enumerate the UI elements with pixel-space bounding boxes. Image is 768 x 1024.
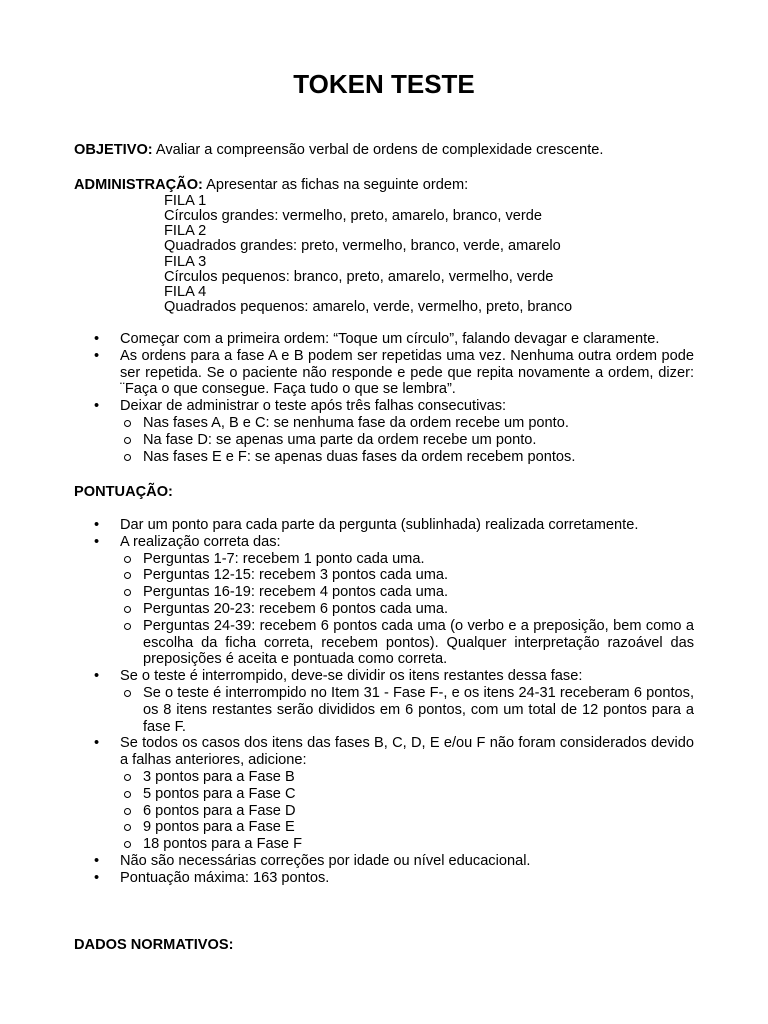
sub-list-item: Se o teste é interrompido no Item 31 - Fase F-, e os itens 24-31 receberam 6 pontos, os 8 itens restantes serão divididos em 6 pontos, com um total de 12 pontos para a fase F. [120, 685, 694, 735]
objetivo-paragraph [74, 142, 694, 159]
list-item-text: Deixar de administrar o teste após três falhas consecutivas: [120, 398, 507, 415]
list-item [74, 735, 694, 853]
list-item: • Pontuação máxima: 163 pontos. [74, 870, 694, 887]
sub-list-item: 9 pontos para a Fase E [120, 819, 694, 836]
sub-list-item: Nas fases E e F: se apenas duas fases da ordem recebem pontos. [120, 449, 694, 466]
dados-normativos-heading: DADOS NORMATIVOS: [74, 937, 234, 953]
list-item-text: Se o teste é interrompido, deve-se dividir os itens restantes dessa fase: [120, 668, 583, 685]
sub-list-item: 3 pontos para a Fase B [120, 769, 694, 786]
administracao-label: ADMINISTRAÇÃO: [74, 177, 203, 193]
sub-list-item: 6 pontos para a Fase D [120, 803, 694, 820]
fila-line: Quadrados pequenos: amarelo, verde, vermelho, preto, branco [164, 299, 573, 316]
sub-list [120, 769, 694, 853]
sub-list [120, 551, 694, 669]
pontuacao-list [74, 517, 694, 887]
fila-line: FILA 2 [164, 223, 207, 240]
fila-line: Quadrados grandes: preto, vermelho, branco, verde, amarelo [164, 238, 561, 255]
page-title: TOKEN TESTE [293, 69, 475, 99]
fila-line: FILA 3 [164, 253, 207, 270]
sub-list-item: Perguntas 12-15: recebem 3 pontos cada uma. [120, 567, 694, 584]
pontuacao-heading: PONTUAÇÃO: [74, 484, 173, 500]
sub-list-item: 5 pontos para a Fase C [120, 786, 694, 803]
list-item [74, 668, 694, 735]
fila-list [74, 194, 694, 316]
list-item [74, 398, 694, 465]
sub-list-item: Perguntas 1-7: recebem 1 ponto cada uma. [120, 551, 694, 568]
fila-line: FILA 1 [164, 192, 207, 209]
sub-list-item: Perguntas 16-19: recebem 4 pontos cada uma. [120, 584, 694, 601]
list-item-text: A realização correta das: [120, 533, 281, 550]
sub-list-item: Perguntas 20-23: recebem 6 pontos cada uma. [120, 601, 694, 618]
list-item: • Não são necessárias correções por idade ou nível educacional. [74, 853, 694, 870]
fila-line: FILA 4 [164, 284, 207, 301]
list-item-text: Se todos os casos dos itens das fases B, C, D, E e/ou F não foram considerados devido a falhas anteriores, adicione: [120, 735, 694, 769]
fila-line: Círculos pequenos: branco, preto, amarelo, vermelho, verde [164, 268, 554, 285]
list-item [74, 534, 694, 668]
sub-list-item: Perguntas 24-39: recebem 6 pontos cada uma (o verbo e a preposição, bem como a escolha da ficha correta, recebem pontos). Qualquer interpretação razoável das preposições é aceita e pontuada como correta. [120, 618, 694, 668]
list-item: • Dar um ponto para cada parte da pergunta (sublinhada) realizada corretamente. [74, 517, 694, 534]
sub-list [120, 415, 694, 465]
sub-list-item: Nas fases A, B e C: se nenhuma fase da ordem recebe um ponto. [120, 415, 694, 432]
objetivo-text: Avaliar a compreensão verbal de ordens de complexidade crescente. [152, 142, 604, 158]
list-item: • As ordens para a fase A e B podem ser repetidas uma vez. Nenhuma outra ordem pode ser repetida. Se o paciente não responde e pede que repita novamente a ordem, dizer: ¨Faça o que consegue. Faça tudo o que se lembra”. [74, 348, 694, 398]
sub-list-item: 18 pontos para a Fase F [120, 836, 694, 853]
sub-list-item: Na fase D: se apenas uma parte da ordem recebe um ponto. [120, 432, 694, 449]
instrucoes-list [74, 331, 694, 465]
objetivo-label: OBJETIVO: [74, 142, 153, 158]
list-item: • Começar com a primeira ordem: “Toque um círculo”, falando devagar e claramente. [74, 331, 694, 348]
administracao-section [74, 177, 694, 315]
administracao-text: Apresentar as fichas na seguinte ordem: [202, 177, 469, 193]
administracao-heading [74, 177, 694, 194]
sub-list [120, 685, 694, 735]
fila-line: Círculos grandes: vermelho, preto, amarelo, branco, verde [164, 208, 542, 224]
